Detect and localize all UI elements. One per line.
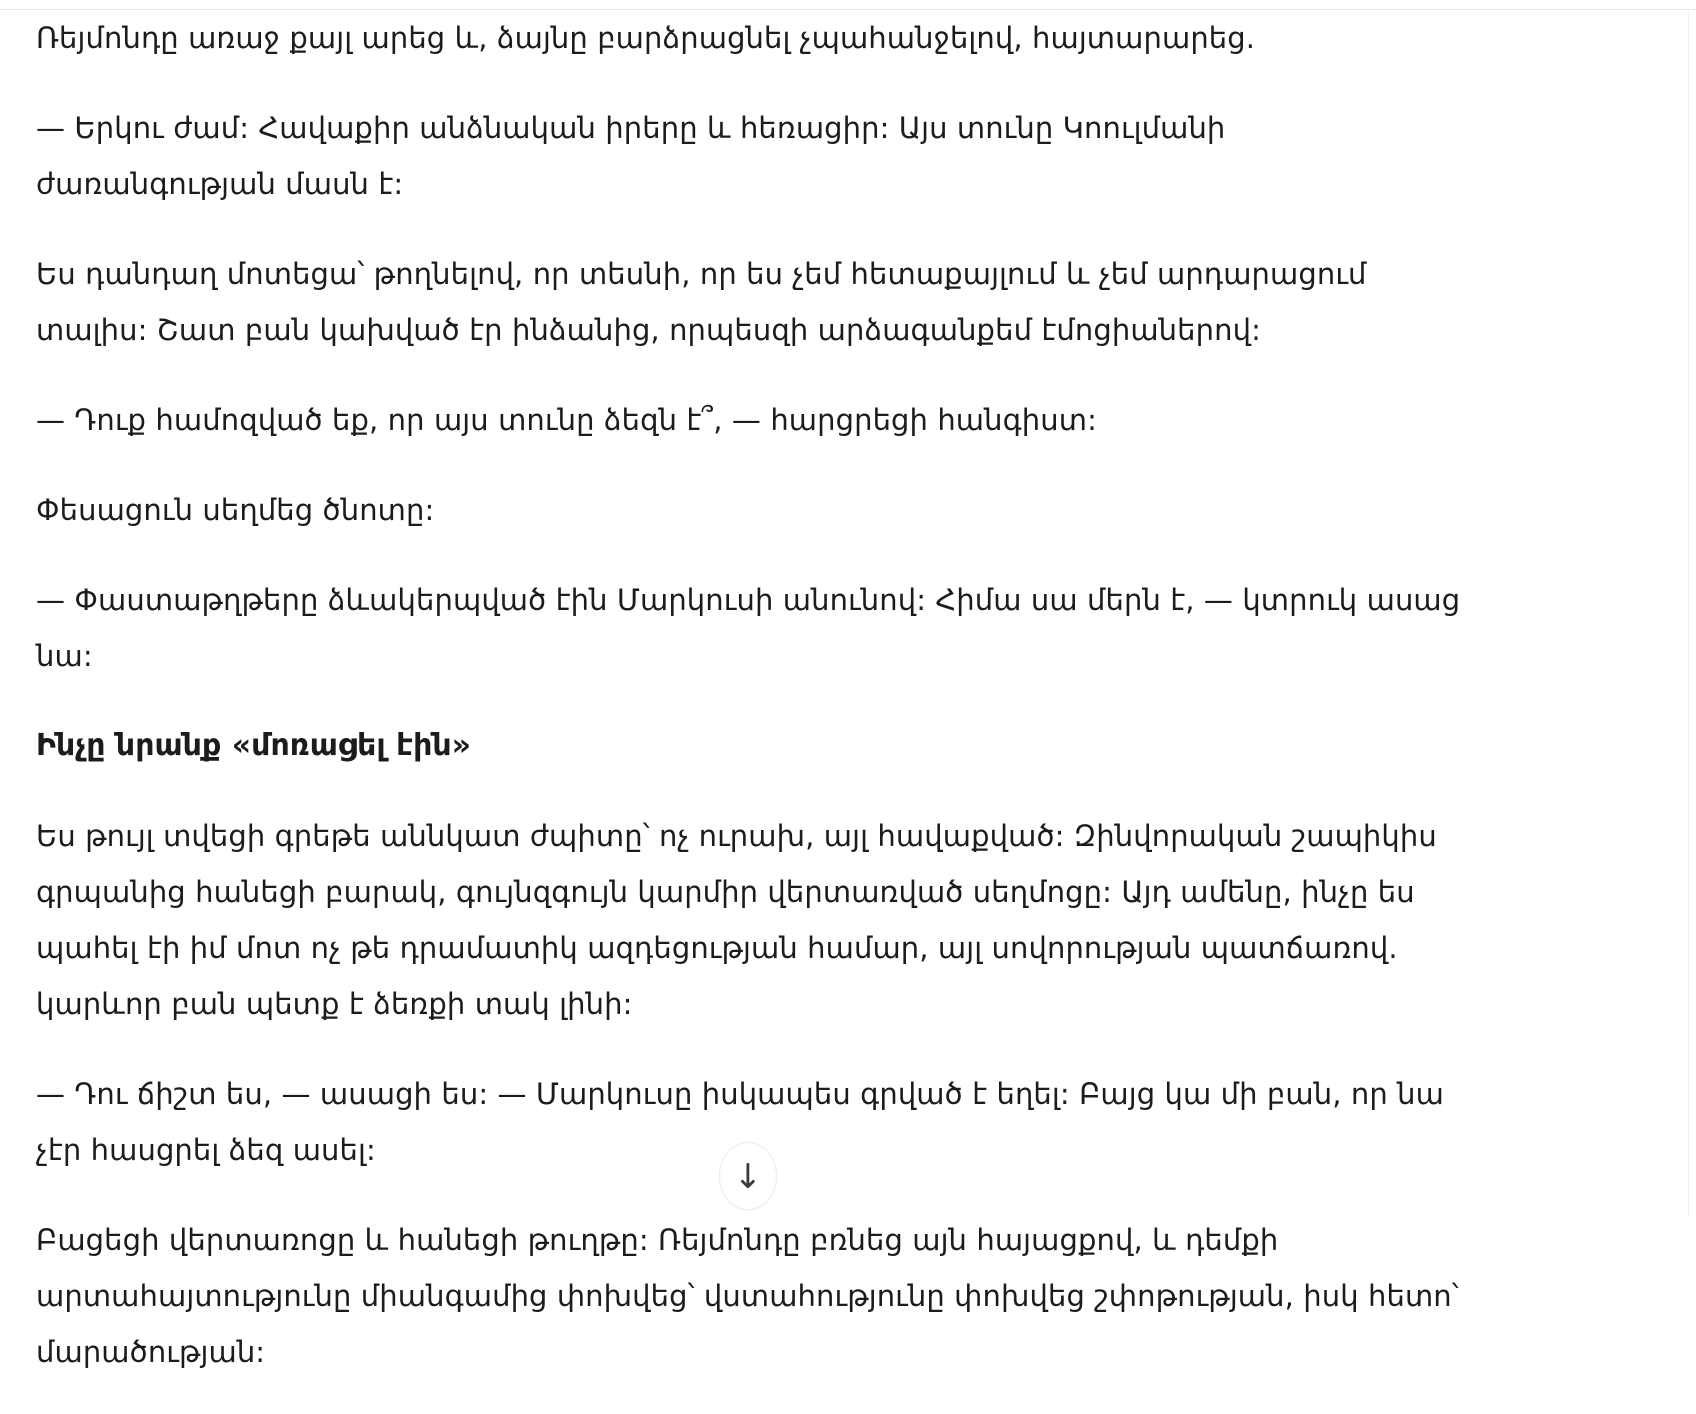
- story-paragraph: — Դու ճիշտ ես, — ասացի ես: — Մարկուսը իսկապես գրված է եղել: Բայց կա մի բան, որ նա չէր հասցրել ձեզ ասել:: [36, 1077, 1444, 1167]
- scroll-down-button[interactable]: [719, 1142, 777, 1210]
- story-paragraph: — Փաստաթղթերը ձևակերպված էին Մարկուսի անունով: Հիմա սա մերն է, — կտրուկ ասաց նա:: [36, 583, 1461, 673]
- story-paragraph: — Երկու ժամ: Հավաքիր անձնական իրերը և հեռացիր: Այս տունը Կոուլմանի ժառանգության մասն է:: [36, 111, 1226, 201]
- story-paragraph: — Դուք համոզված եք, որ այս տունը ձեզն է՞, — հարցրեցի հանգիստ:: [36, 403, 1097, 437]
- story-paragraph: Ես դանդաղ մոտեցա՝ թողնելով, որ տեսնի, որ ես չեմ հետաքայլում և չեմ արդարացում տալիս: Շատ բան կախված էր ինձանից, որպեսզի արձագանքեմ էմոցիաներով:: [36, 257, 1367, 347]
- section-heading: Ինչը նրանք «մոռացել էին»: [36, 728, 471, 763]
- story-paragraph: Ռեյմոնդը առաջ քայլ արեց և, ձայնը բարձրացնել չպահանջելով, հայտարարեց.: [36, 21, 1256, 55]
- story-paragraph: Փեսացուն սեղմեց ծնոտը:: [36, 493, 435, 527]
- down-arrow-icon: ↓: [733, 1157, 763, 1197]
- story-paragraph: Բացեցի վերտառոցը և հանեցի թուղթը: Ռեյմոնդը բռնեց այն հայացքով, և դեմքի արտահայտությունը միանգամից փոխվեց՝ վստահությունը փոխվեց շփոթության, իսկ հետո՝ մարածության:: [36, 1223, 1459, 1369]
- story-paragraph: Ես թույլ տվեցի գրեթե աննկատ ժպիտը՝ ոչ ուրախ, այլ հավաքված: Զինվորական շապիկիս գրպանից հանեցի բարակ, գույնզգույն կարմիր վերտառված սեղմոցը: Այդ ամենը, ինչը ես պահել էի իմ մոտ ոչ թե դրամատիկ ազդեցության համար, այլ սովորության պատճառով. կարևոր բան պետք է ձեռքի տակ լինի:: [36, 819, 1437, 1021]
